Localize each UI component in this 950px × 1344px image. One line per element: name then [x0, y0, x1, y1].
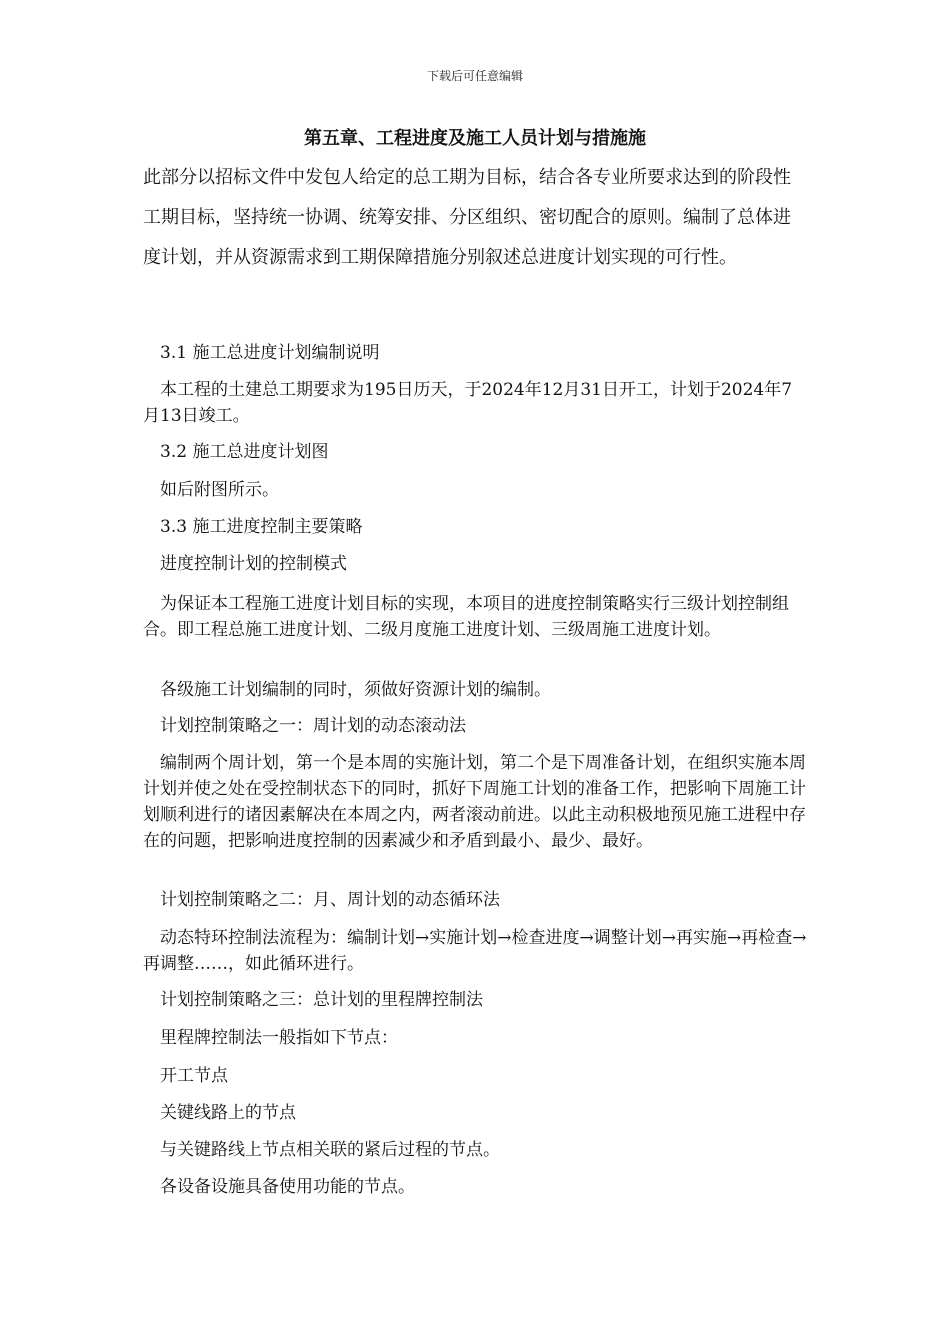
milestone-node-1: 开工节点: [160, 1066, 228, 1086]
control-mode-text: 为保证本工程施工进度计划目标的实现，本项目的进度控制策略实行三级计划控制组合。即工程总施工进度计划、二级月度施工进度计划、三级周施工进度计划。: [143, 594, 789, 640]
intro-paragraph: 此部分以招标文件中发包人给定的总工期为目标，结合各专业所要求达到的阶段性工期目标，坚持统一协调、统筹安排、分区组织、密切配合的原则。编制了总体进度计划，并从资源需求到工期保障措施分别叙述总进度计划实现的可行性。: [143, 167, 791, 268]
page-header: 下载后可任意编辑: [426, 69, 523, 83]
milestone-intro: 里程牌控制法一般指如下节点：: [160, 1028, 398, 1048]
resource-plan-text: 各级施工计划编制的同时，须做好资源计划的编制。: [160, 680, 551, 700]
section-3-2-text: 如后附图所示。: [160, 480, 279, 500]
strategy-1-heading: 计划控制策略之一：周计划的动态滚动法: [160, 716, 466, 736]
section-3-1-heading: 3.1 施工总进度计划编制说明: [160, 343, 380, 363]
strategy-2-text: 动态特环控制法流程为：编制计划→实施计划→检查进度→调整计划→再实施→再检查→再调整……，如此循环进行。: [143, 928, 807, 974]
milestone-node-2: 关键线路上的节点: [160, 1103, 296, 1123]
section-3-1-text: 本工程的土建总工期要求为195日历天，于2024年12月31日开工，计划于2024年7月13日竣工。: [143, 380, 793, 426]
strategy-1-text: 编制两个周计划，第一个是本周的实施计划，第二个是下周准备计划，在组织实施本周计划并使之处在受控制状态下的同时，抓好下周施工计划的准备工作，把影响下周施工计划顺利进行的诸因素解决在本周之内，两者滚动前进。以此主动积极地预见施工进程中存在的问题，把影响进度控制的因素减少和矛盾到最小、最少、最好。: [143, 753, 806, 851]
strategy-3-heading: 计划控制策略之三：总计划的里程牌控制法: [160, 990, 483, 1010]
section-3-3-heading: 3.3 施工进度控制主要策略: [160, 517, 363, 537]
control-mode-heading: 进度控制计划的控制模式: [160, 554, 347, 574]
milestone-node-3: 与关键路线上节点相关联的紧后过程的节点。: [160, 1140, 500, 1160]
section-3-2-heading: 3.2 施工总进度计划图: [160, 442, 329, 462]
milestone-node-4: 各设备设施具备使用功能的节点。: [160, 1177, 415, 1197]
chapter-title: 第五章、工程进度及施工人员计划与措施施: [304, 128, 646, 149]
strategy-2-heading: 计划控制策略之二：月、周计划的动态循环法: [160, 890, 500, 910]
